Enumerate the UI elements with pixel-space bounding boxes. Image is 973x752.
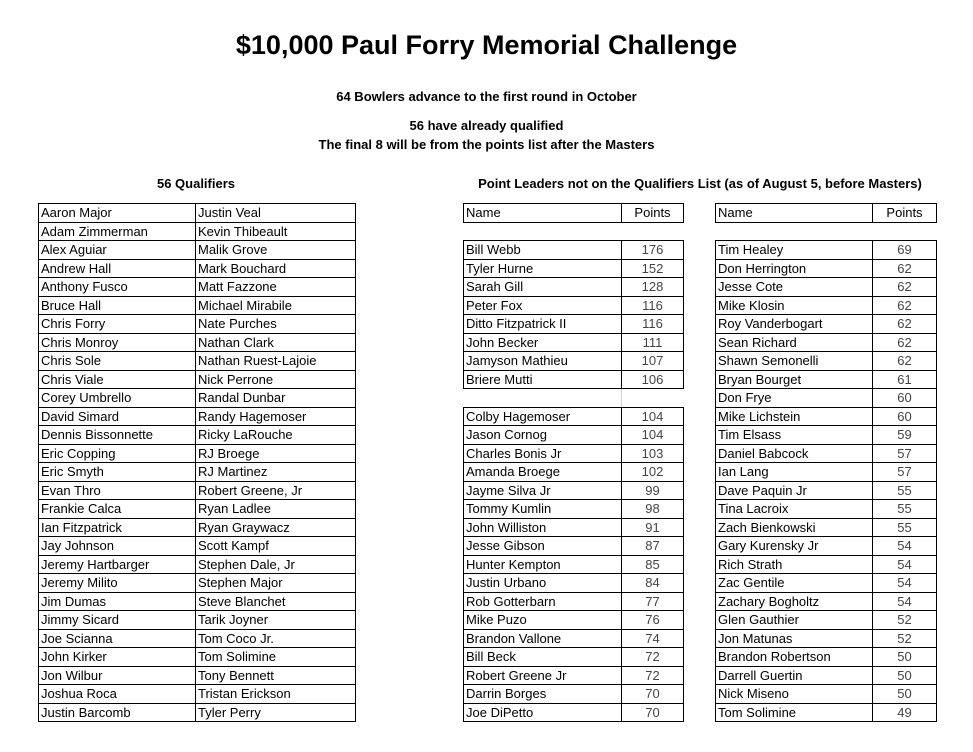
qualifier-name: Stephen Dale, Jr bbox=[196, 555, 356, 574]
table-row bbox=[39, 537, 356, 556]
qualifier-name: Dennis Bissonnette bbox=[39, 426, 196, 445]
qualifier-name: Michael Mirabile bbox=[196, 296, 356, 315]
points-header: Points bbox=[873, 204, 937, 223]
table-row bbox=[716, 407, 937, 426]
table-row bbox=[716, 648, 937, 667]
leader-points: 84 bbox=[622, 574, 684, 593]
leader-points: 116 bbox=[622, 315, 684, 334]
table-row bbox=[464, 685, 684, 704]
qualifier-name: Chris Viale bbox=[39, 370, 196, 389]
points-header-row bbox=[464, 204, 684, 223]
leader-name: Briere Mutti bbox=[464, 370, 622, 389]
table-row bbox=[464, 703, 684, 722]
table-row bbox=[39, 407, 356, 426]
table-row bbox=[464, 296, 684, 315]
table-row bbox=[39, 555, 356, 574]
qualifier-name: Frankie Calca bbox=[39, 500, 196, 519]
leader-name: Zach Bienkowski bbox=[716, 518, 873, 537]
table-row bbox=[39, 389, 356, 408]
subtitle-qualified: 56 have already qualified bbox=[409, 118, 564, 133]
table-row bbox=[716, 370, 937, 389]
leader-points: 77 bbox=[622, 592, 684, 611]
leader-points: 50 bbox=[873, 648, 937, 667]
leader-name: Darrell Guertin bbox=[716, 666, 873, 685]
table-row bbox=[716, 574, 937, 593]
leader-name: Mike Puzo bbox=[464, 611, 622, 630]
qualifier-name: Tom Solimine bbox=[196, 648, 356, 667]
qualifier-name: RJ Martinez bbox=[196, 463, 356, 482]
leader-points: 50 bbox=[873, 685, 937, 704]
qualifier-name: Justin Barcomb bbox=[39, 703, 196, 722]
leader-name: Sean Richard bbox=[716, 333, 873, 352]
leader-points: 104 bbox=[622, 407, 684, 426]
leader-points: 60 bbox=[873, 389, 937, 408]
qualifier-name: Evan Thro bbox=[39, 481, 196, 500]
leader-points: 55 bbox=[873, 518, 937, 537]
table-row bbox=[716, 703, 937, 722]
table-row bbox=[716, 296, 937, 315]
leader-points: 87 bbox=[622, 537, 684, 556]
qualifier-name: Stephen Major bbox=[196, 574, 356, 593]
qualifier-name: Malik Grove bbox=[196, 241, 356, 260]
leader-name: Robert Greene Jr bbox=[464, 666, 622, 685]
qualifier-name: Ryan Ladlee bbox=[196, 500, 356, 519]
leader-points: 60 bbox=[873, 407, 937, 426]
qualifier-name: Alex Aguiar bbox=[39, 241, 196, 260]
leader-points: 98 bbox=[622, 500, 684, 519]
table-row bbox=[39, 629, 356, 648]
leader-name: Tyler Hurne bbox=[464, 259, 622, 278]
leader-points: 49 bbox=[873, 703, 937, 722]
leader-name: Zac Gentile bbox=[716, 574, 873, 593]
leader-name: Jayme Silva Jr bbox=[464, 481, 622, 500]
leader-name: Jamyson Mathieu bbox=[464, 352, 622, 371]
table-row bbox=[464, 315, 684, 334]
qualifier-name: Matt Fazzone bbox=[196, 278, 356, 297]
table-row bbox=[716, 481, 937, 500]
table-row bbox=[464, 259, 684, 278]
table-row bbox=[39, 333, 356, 352]
qualifier-name: Ricky LaRouche bbox=[196, 426, 356, 445]
leader-points: 62 bbox=[873, 296, 937, 315]
table-row bbox=[39, 463, 356, 482]
table-row bbox=[716, 500, 937, 519]
leader-points: 85 bbox=[622, 555, 684, 574]
leader-name: Brandon Vallone bbox=[464, 629, 622, 648]
leader-points: 99 bbox=[622, 481, 684, 500]
qualifiers-heading: 56 Qualifiers bbox=[156, 176, 236, 191]
table-row bbox=[39, 444, 356, 463]
table-row bbox=[464, 333, 684, 352]
leader-points: 106 bbox=[622, 370, 684, 389]
leader-name bbox=[464, 389, 622, 408]
leader-name: Jason Cornog bbox=[464, 426, 622, 445]
table-row bbox=[39, 574, 356, 593]
qualifier-name: David Simard bbox=[39, 407, 196, 426]
table-row bbox=[39, 481, 356, 500]
table-row bbox=[716, 315, 937, 334]
table-row bbox=[716, 241, 937, 260]
leader-name: Peter Fox bbox=[464, 296, 622, 315]
leader-name: Shawn Semonelli bbox=[716, 352, 873, 371]
leader-points: 104 bbox=[622, 426, 684, 445]
table-row bbox=[39, 703, 356, 722]
qualifier-name: RJ Broege bbox=[196, 444, 356, 463]
table-row bbox=[39, 648, 356, 667]
points-table-left bbox=[463, 203, 684, 722]
qualifier-name: Andrew Hall bbox=[39, 259, 196, 278]
table-row bbox=[464, 629, 684, 648]
name-header: Name bbox=[464, 204, 622, 223]
qualifier-name: Randy Hagemoser bbox=[196, 407, 356, 426]
leader-points: 55 bbox=[873, 481, 937, 500]
leader-name: Dave Paquin Jr bbox=[716, 481, 873, 500]
leader-points: 102 bbox=[622, 463, 684, 482]
qualifier-name: Adam Zimmerman bbox=[39, 222, 196, 241]
leader-name: Glen Gauthier bbox=[716, 611, 873, 630]
table-row bbox=[39, 500, 356, 519]
leader-name: Tim Elsass bbox=[716, 426, 873, 445]
qualifier-name: Jay Johnson bbox=[39, 537, 196, 556]
table-row bbox=[464, 278, 684, 297]
qualifier-name: Tyler Perry bbox=[196, 703, 356, 722]
spacer-row bbox=[716, 222, 937, 241]
leader-points: 57 bbox=[873, 463, 937, 482]
leader-name: Rob Gotterbarn bbox=[464, 592, 622, 611]
qualifier-name: Eric Smyth bbox=[39, 463, 196, 482]
table-row bbox=[716, 463, 937, 482]
table-row bbox=[39, 259, 356, 278]
leader-points: 54 bbox=[873, 592, 937, 611]
leader-name: Bill Webb bbox=[464, 241, 622, 260]
table-row bbox=[464, 370, 684, 389]
qualifier-name: Tony Bennett bbox=[196, 666, 356, 685]
leader-points: 128 bbox=[622, 278, 684, 297]
leader-points: 54 bbox=[873, 574, 937, 593]
leader-points: 107 bbox=[622, 352, 684, 371]
leader-name: Colby Hagemoser bbox=[464, 407, 622, 426]
leader-name: Mike Lichstein bbox=[716, 407, 873, 426]
qualifier-name: Ian Fitzpatrick bbox=[39, 518, 196, 537]
leader-points: 52 bbox=[873, 611, 937, 630]
leader-name: Hunter Kempton bbox=[464, 555, 622, 574]
leader-points: 62 bbox=[873, 352, 937, 371]
leader-points: 54 bbox=[873, 537, 937, 556]
qualifier-name: Eric Copping bbox=[39, 444, 196, 463]
table-row bbox=[464, 407, 684, 426]
table-row bbox=[716, 685, 937, 704]
leader-points: 74 bbox=[622, 629, 684, 648]
table-row bbox=[464, 555, 684, 574]
qualifier-name: Jeremy Hartbarger bbox=[39, 555, 196, 574]
table-row bbox=[39, 222, 356, 241]
table-row bbox=[39, 518, 356, 537]
table-row bbox=[39, 204, 356, 223]
qualifier-name: Joe Scianna bbox=[39, 629, 196, 648]
leader-name: John Williston bbox=[464, 518, 622, 537]
points-heading: Point Leaders not on the Qualifiers List (as of August 5, before Masters) bbox=[478, 176, 922, 191]
qualifier-name: Chris Monroy bbox=[39, 333, 196, 352]
leader-name: Justin Urbano bbox=[464, 574, 622, 593]
leader-points: 62 bbox=[873, 278, 937, 297]
qualifier-name: Randal Dunbar bbox=[196, 389, 356, 408]
table-row bbox=[39, 685, 356, 704]
table-row bbox=[39, 278, 356, 297]
name-header: Name bbox=[716, 204, 873, 223]
qualifier-name: Tarik Joyner bbox=[196, 611, 356, 630]
table-row bbox=[464, 537, 684, 556]
table-row bbox=[464, 574, 684, 593]
qualifier-name: Chris Sole bbox=[39, 352, 196, 371]
table-row bbox=[716, 426, 937, 445]
leader-points: 62 bbox=[873, 259, 937, 278]
leader-points: 111 bbox=[622, 333, 684, 352]
table-row bbox=[464, 500, 684, 519]
table-row bbox=[39, 592, 356, 611]
qualifier-name: Jon Wilbur bbox=[39, 666, 196, 685]
leader-name: Ian Lang bbox=[716, 463, 873, 482]
leader-points: 52 bbox=[873, 629, 937, 648]
qualifier-name: Scott Kampf bbox=[196, 537, 356, 556]
table-row bbox=[464, 592, 684, 611]
subtitle-advance: 64 Bowlers advance to the first round in October bbox=[336, 89, 637, 104]
table-row bbox=[716, 278, 937, 297]
qualifier-name: Corey Umbrello bbox=[39, 389, 196, 408]
leader-points: 62 bbox=[873, 333, 937, 352]
table-row bbox=[716, 444, 937, 463]
leader-name: Brandon Robertson bbox=[716, 648, 873, 667]
table-row bbox=[716, 333, 937, 352]
table-row bbox=[464, 463, 684, 482]
table-row bbox=[716, 537, 937, 556]
leader-points bbox=[622, 389, 684, 408]
table-row bbox=[464, 611, 684, 630]
qualifier-name: Jeremy Milito bbox=[39, 574, 196, 593]
spacer-row bbox=[464, 222, 684, 241]
leader-points: 70 bbox=[622, 703, 684, 722]
qualifier-name: Nick Perrone bbox=[196, 370, 356, 389]
leader-name: Bryan Bourget bbox=[716, 370, 873, 389]
table-row bbox=[464, 426, 684, 445]
leader-name: Tina Lacroix bbox=[716, 500, 873, 519]
qualifier-name: John Kirker bbox=[39, 648, 196, 667]
leader-points: 70 bbox=[622, 685, 684, 704]
leader-name: Don Herrington bbox=[716, 259, 873, 278]
subtitle-final-eight: The final 8 will be from the points list after the Masters bbox=[318, 137, 655, 152]
leader-points: 50 bbox=[873, 666, 937, 685]
leader-points: 91 bbox=[622, 518, 684, 537]
table-row bbox=[716, 555, 937, 574]
table-row bbox=[464, 518, 684, 537]
leader-name: Daniel Babcock bbox=[716, 444, 873, 463]
points-header-row bbox=[716, 204, 937, 223]
leader-name: Rich Strath bbox=[716, 555, 873, 574]
table-row bbox=[716, 389, 937, 408]
leader-points: 54 bbox=[873, 555, 937, 574]
table-row bbox=[716, 259, 937, 278]
leader-points: 57 bbox=[873, 444, 937, 463]
leader-points: 61 bbox=[873, 370, 937, 389]
table-row bbox=[464, 444, 684, 463]
qualifier-name: Aaron Major bbox=[39, 204, 196, 223]
qualifier-name: Mark Bouchard bbox=[196, 259, 356, 278]
qualifier-name: Bruce Hall bbox=[39, 296, 196, 315]
table-row bbox=[39, 370, 356, 389]
leader-name: Joe DiPetto bbox=[464, 703, 622, 722]
leader-name: Charles Bonis Jr bbox=[464, 444, 622, 463]
points-header: Points bbox=[622, 204, 684, 223]
qualifier-name: Robert Greene, Jr bbox=[196, 481, 356, 500]
leader-points: 103 bbox=[622, 444, 684, 463]
leader-points: 76 bbox=[622, 611, 684, 630]
table-row bbox=[716, 592, 937, 611]
leader-points: 116 bbox=[622, 296, 684, 315]
leader-name: Sarah Gill bbox=[464, 278, 622, 297]
leader-points: 55 bbox=[873, 500, 937, 519]
leader-name: Don Frye bbox=[716, 389, 873, 408]
qualifier-name: Ryan Graywacz bbox=[196, 518, 356, 537]
table-row bbox=[39, 296, 356, 315]
qualifier-name: Nate Purches bbox=[196, 315, 356, 334]
table-row bbox=[39, 315, 356, 334]
leader-points: 72 bbox=[622, 666, 684, 685]
table-row bbox=[716, 518, 937, 537]
leader-name: Ditto Fitzpatrick II bbox=[464, 315, 622, 334]
qualifier-name: Steve Blanchet bbox=[196, 592, 356, 611]
points-table-right bbox=[715, 203, 937, 722]
qualifier-name: Nathan Clark bbox=[196, 333, 356, 352]
leader-name: Zachary Bogholtz bbox=[716, 592, 873, 611]
qualifier-name: Kevin Thibeault bbox=[196, 222, 356, 241]
leader-name: Bill Beck bbox=[464, 648, 622, 667]
table-row bbox=[464, 241, 684, 260]
leader-name: Gary Kurensky Jr bbox=[716, 537, 873, 556]
leader-points: 59 bbox=[873, 426, 937, 445]
table-row bbox=[39, 666, 356, 685]
qualifier-name: Nathan Ruest-Lajoie bbox=[196, 352, 356, 371]
qualifier-name: Jim Dumas bbox=[39, 592, 196, 611]
qualifiers-table bbox=[38, 203, 356, 722]
leader-points: 62 bbox=[873, 315, 937, 334]
table-row bbox=[464, 666, 684, 685]
qualifier-name: Tom Coco Jr. bbox=[196, 629, 356, 648]
leader-name: Roy Vanderbogart bbox=[716, 315, 873, 334]
leader-points: 152 bbox=[622, 259, 684, 278]
leader-name: Jon Matunas bbox=[716, 629, 873, 648]
qualifier-name: Tristan Erickson bbox=[196, 685, 356, 704]
leader-name: Jesse Gibson bbox=[464, 537, 622, 556]
leader-name: Nick Miseno bbox=[716, 685, 873, 704]
leader-name: Amanda Broege bbox=[464, 463, 622, 482]
leader-name: Tim Healey bbox=[716, 241, 873, 260]
page-title: $10,000 Paul Forry Memorial Challenge bbox=[235, 30, 738, 60]
leader-points: 176 bbox=[622, 241, 684, 260]
leader-points: 72 bbox=[622, 648, 684, 667]
table-row bbox=[39, 352, 356, 371]
table-row bbox=[464, 389, 684, 408]
leader-name: John Becker bbox=[464, 333, 622, 352]
table-row bbox=[716, 611, 937, 630]
leader-points: 69 bbox=[873, 241, 937, 260]
qualifier-name: Joshua Roca bbox=[39, 685, 196, 704]
table-row bbox=[464, 648, 684, 667]
table-row bbox=[464, 481, 684, 500]
table-row bbox=[39, 426, 356, 445]
qualifier-name: Justin Veal bbox=[196, 204, 356, 223]
leader-name: Mike Klosin bbox=[716, 296, 873, 315]
table-row bbox=[39, 241, 356, 260]
leader-name: Tom Solimine bbox=[716, 703, 873, 722]
table-row bbox=[464, 352, 684, 371]
qualifier-name: Anthony Fusco bbox=[39, 278, 196, 297]
table-row bbox=[716, 352, 937, 371]
leader-name: Tommy Kumlin bbox=[464, 500, 622, 519]
leader-name: Darrin Borges bbox=[464, 685, 622, 704]
qualifier-name: Jimmy Sicard bbox=[39, 611, 196, 630]
leader-name: Jesse Cote bbox=[716, 278, 873, 297]
table-row bbox=[39, 611, 356, 630]
qualifier-name: Chris Forry bbox=[39, 315, 196, 334]
table-row bbox=[716, 629, 937, 648]
table-row bbox=[716, 666, 937, 685]
